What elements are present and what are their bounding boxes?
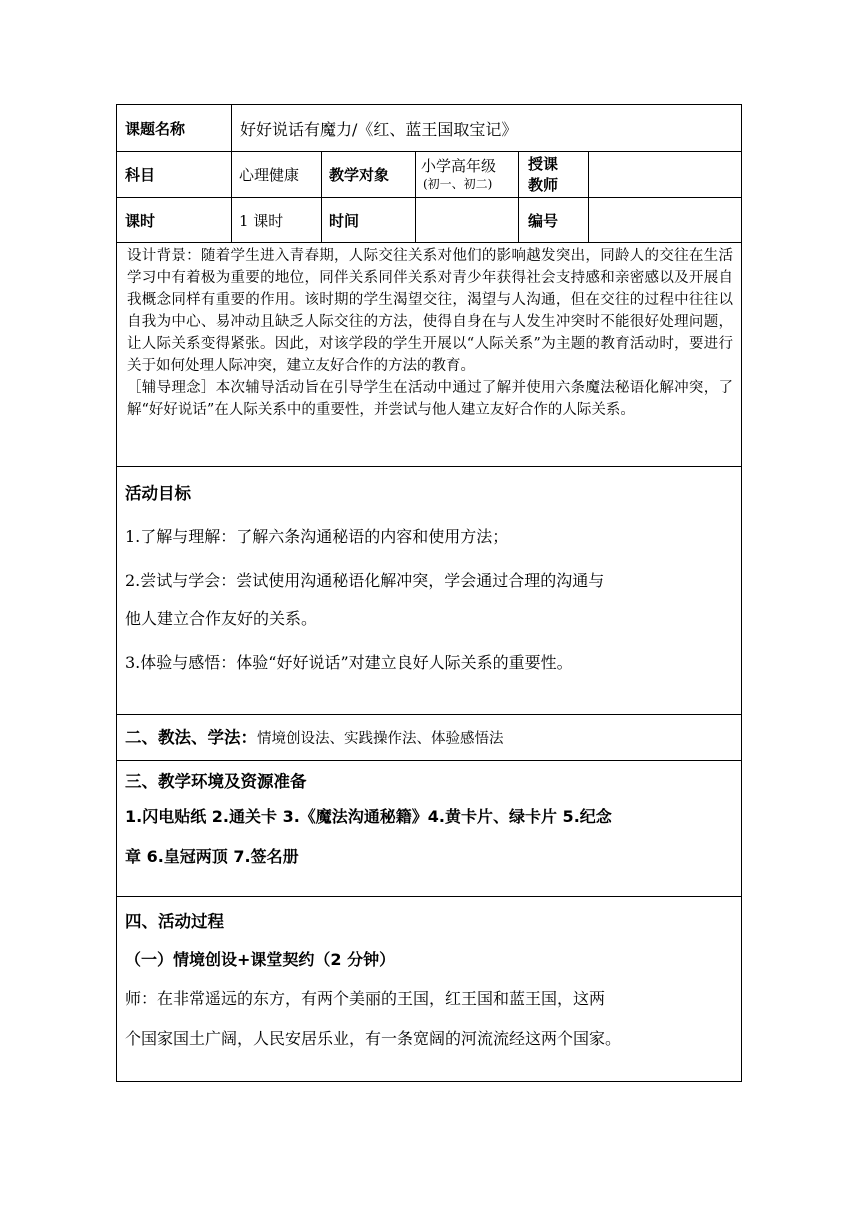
goal-item-3: 3.体验与感悟：体验“好好说话”对建立良好人际关系的重要性。 bbox=[125, 653, 573, 672]
subject-value: 心理健康 bbox=[232, 152, 322, 197]
goal-item-2-cont: 他人建立合作友好的关系。 bbox=[125, 609, 318, 628]
teacher-value bbox=[589, 152, 741, 197]
goal-item-2: 2.尝试与学会：尝试使用沟通秘语化解冲突，学会通过合理的沟通与 bbox=[125, 571, 605, 590]
resources-line-2: 章 6.皇冠两顶 7.签名册 bbox=[125, 847, 299, 866]
audience-value-line2: (初一、初二) bbox=[423, 176, 493, 191]
process-section bbox=[117, 897, 741, 1081]
topic-row bbox=[117, 105, 741, 152]
lesson-plan-table bbox=[116, 104, 742, 1082]
background-paragraph: 设计背景：随着学生进入青春期，人际交往关系对他们的影响越发突出，同龄人的交往在生活学习中有着极为重要的地位，同伴关系同伴关系对青少年获得社会支持感和亲密感以及开展自我概念同样有重要的作用。该时期的学生渴望交往，渴望与人沟通，但在交往的过程中往往以自我为中心、易冲动且缺乏人际交往的方法，使得自身在与人发生冲突时不能很好处理问题，让人际关系变得紧张。因此，对该学段的学生开展以“人际关系”为主题的教育活动时，要进行关于如何处理人际冲突，建立友好合作的方法的教育。 bbox=[127, 248, 733, 374]
methods-row bbox=[117, 715, 741, 761]
resources-row bbox=[117, 761, 741, 897]
teacher-label bbox=[519, 152, 589, 197]
methods-value: 情境创设法、实践操作法、体验感悟法 bbox=[257, 731, 504, 747]
process-line-1: 师：在非常遥远的东方，有两个美丽的王国，红王国和蓝王国，这两 bbox=[125, 989, 606, 1008]
audience-value-line1: 小学高年级 bbox=[421, 156, 497, 175]
methods-title: 二、教法、学法： bbox=[125, 727, 257, 747]
process-title: 四、活动过程 bbox=[125, 912, 224, 931]
time-label: 时间 bbox=[322, 198, 416, 242]
guidance-paragraph: ［辅导理念］本次辅导活动旨在引导学生在活动中通过了解并使用六条魔法秘语化解冲突，了解“好好说话”在人际关系中的重要性，并尝试与他人建立友好合作的人际关系。 bbox=[127, 380, 733, 418]
process-line-2: 个国家国土广阔，人民安居乐业，有一条宽阔的河流流经这两个国家。 bbox=[125, 1029, 622, 1048]
period-value: 1 课时 bbox=[232, 198, 322, 242]
subject-label: 科目 bbox=[117, 152, 232, 197]
background-section bbox=[117, 243, 741, 466]
number-label: 编号 bbox=[519, 198, 589, 242]
audience-value bbox=[416, 152, 519, 197]
resources-line-1: 1.闪电贴纸 2.通关卡 3.《魔法沟通秘籍》4.黄卡片、绿卡片 5.纪念 bbox=[125, 807, 612, 826]
period-row bbox=[117, 198, 741, 243]
goals-row bbox=[117, 467, 741, 715]
resources-title: 三、教学环境及资源准备 bbox=[125, 772, 307, 791]
subject-row bbox=[117, 152, 741, 198]
goals-section bbox=[117, 467, 741, 714]
goals-title: 活动目标 bbox=[125, 484, 191, 503]
process-row bbox=[117, 897, 741, 1082]
period-label: 课时 bbox=[117, 198, 232, 242]
topic-label: 课题名称 bbox=[117, 105, 232, 151]
number-value bbox=[589, 198, 741, 242]
methods-section bbox=[117, 715, 741, 760]
teacher-label-line2: 教师 bbox=[528, 175, 559, 194]
background-row bbox=[117, 243, 741, 467]
time-value bbox=[416, 198, 519, 242]
audience-label: 教学对象 bbox=[322, 152, 416, 197]
teacher-label-line1: 授课 bbox=[528, 154, 559, 173]
topic-value: 好好说话有魔力/《红、蓝王国取宝记》 bbox=[240, 119, 518, 139]
process-subtitle: （一）情境创设+课堂契约（2 分钟） bbox=[125, 950, 396, 969]
resources-section bbox=[117, 761, 741, 896]
goal-item-1: 1.了解与理解：了解六条沟通秘语的内容和使用方法； bbox=[125, 527, 509, 546]
